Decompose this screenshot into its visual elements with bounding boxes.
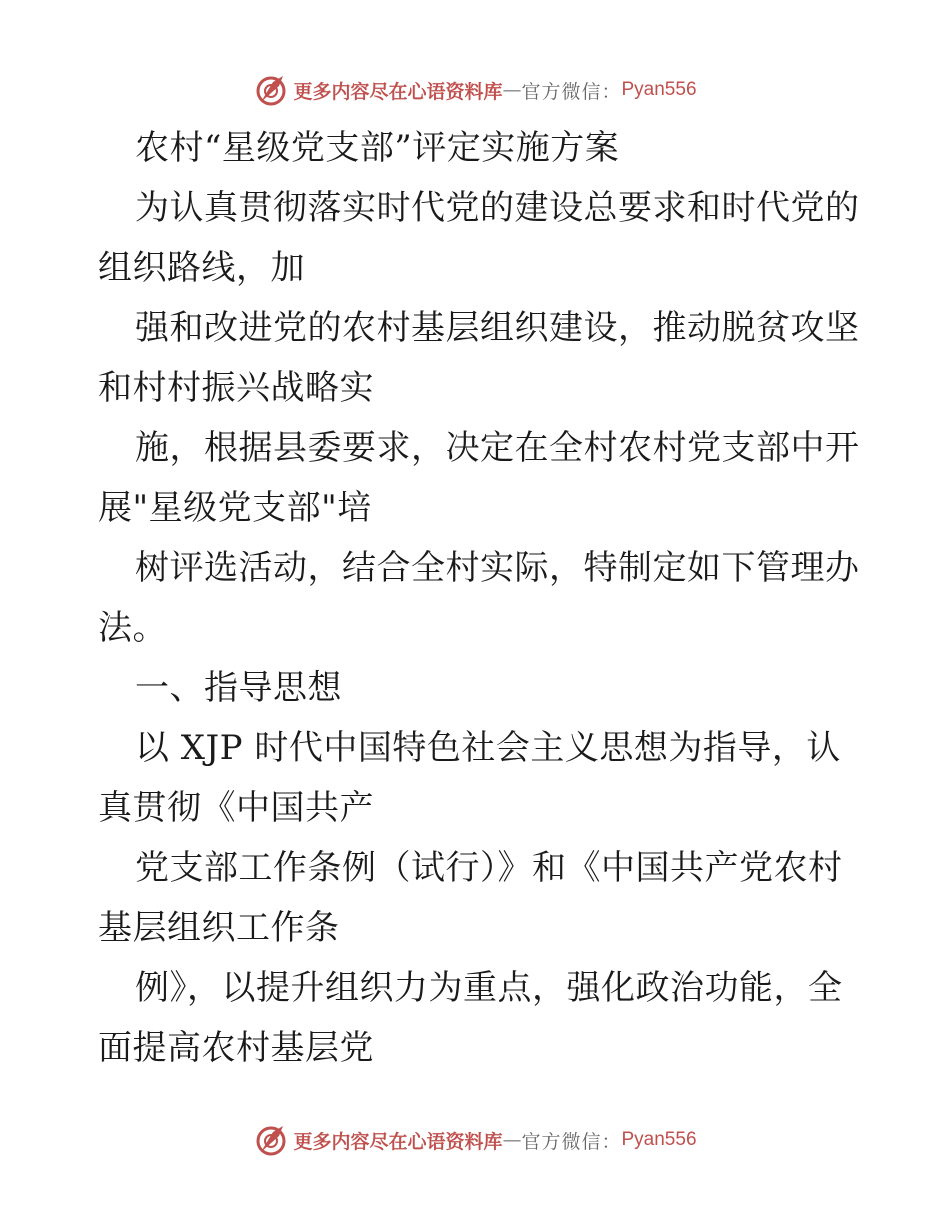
banner-dash: — [502,79,522,101]
paragraph-line: 为认真贯彻落实时代党的建设总要求和时代党的 [135,188,860,228]
paragraph-line: 以 XJP 时代中国特色社会主义思想为指导，认 [135,728,841,768]
paragraph-line: 基层组织工作条 [98,908,340,948]
banner-wechat-id: Pyan556 [621,79,697,100]
banner-wechat-id: Pyan556 [621,1129,697,1150]
banner-wechat-label: 官方微信： [521,80,622,103]
paragraph-line: 真贯彻《中国共产 [98,788,374,828]
header-watermark-banner [0,70,950,110]
paragraph-line: 树评选活动，结合全村实际，特制定如下管理办 [135,548,860,588]
paragraph-line: 组织路线，加 [98,248,305,288]
banner-wechat-label: 官方微信： [521,1130,622,1153]
paragraph-line: 例》，以提升组织力为重点，强化政治功能，全 [135,968,843,1008]
footer-watermark-banner [0,1120,950,1160]
banner-promo-text: 更多内容尽在心语资料库 [293,1130,503,1153]
brand-logo-icon [253,72,289,108]
banner-dash: — [502,1129,522,1151]
brand-logo-icon [253,1122,289,1158]
paragraph-line: 法。 [98,608,167,648]
document-title: 农村“星级党支部”评定实施方案 [135,128,620,168]
paragraph-line: 党支部工作条例（试行）》和《中国共产党农村 [135,848,843,888]
paragraph-line: 和村村振兴战略实 [98,368,374,408]
banner-promo-text: 更多内容尽在心语资料库 [293,80,503,103]
paragraph-line: 强和改进党的农村基层组织建设，推动脱贫攻坚 [135,308,860,348]
document-body [98,118,858,1078]
paragraph-line: 展"星级党支部"培 [98,488,372,528]
section-heading: 一、指导思想 [135,668,342,708]
paragraph-line: 施，根据县委要求，决定在全村农村党支部中开 [135,428,860,468]
paragraph-line: 面提高农村基层党 [98,1028,374,1068]
